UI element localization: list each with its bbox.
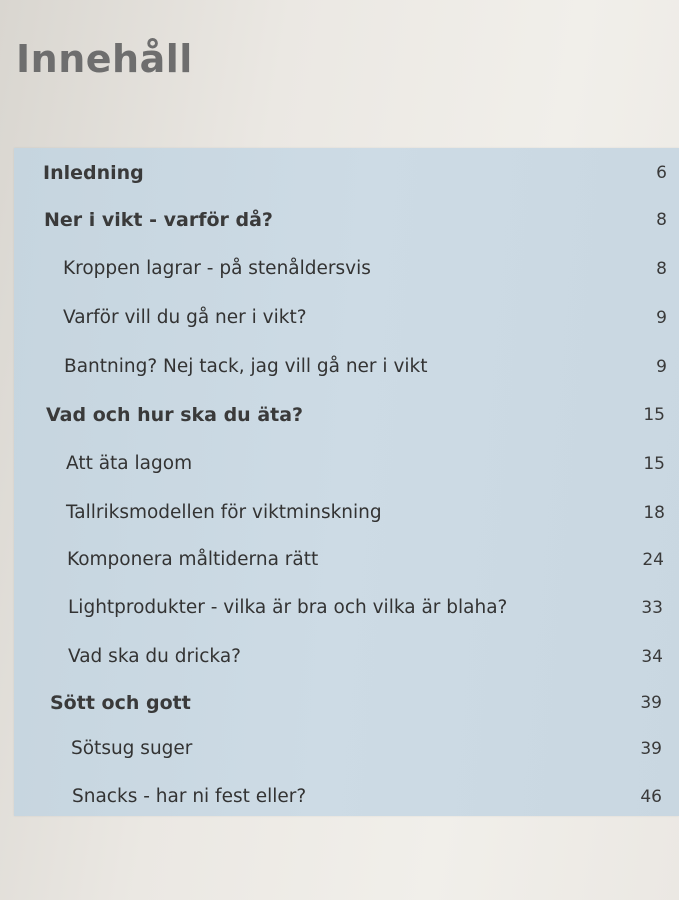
toc-entry-bantning[interactable] [14, 352, 679, 382]
toc-entry-label: Ner i vikt - varför då? [44, 209, 273, 231]
toc-entry-tallriksmodellen[interactable] [14, 498, 679, 528]
toc-entry-vad-och-hur[interactable] [14, 400, 679, 430]
page-title: Innehåll [16, 37, 193, 81]
toc-entry-page: 24 [642, 550, 664, 570]
toc-entry-sott-och-gott[interactable] [14, 688, 679, 718]
toc-entry-label: Inledning [43, 162, 144, 184]
toc-entry-label: Att äta lagom [66, 453, 193, 474]
table-of-contents [14, 148, 679, 816]
toc-entry-label: Bantning? Nej tack, jag vill gå ner i vikt [64, 356, 428, 377]
toc-entry-varfor-vill-du[interactable] [14, 303, 679, 333]
toc-entry-lightprodukter[interactable] [14, 593, 679, 623]
toc-entry-page: 33 [641, 598, 663, 618]
toc-entry-page: 6 [656, 163, 667, 183]
toc-entry-kroppen-lagrar[interactable] [14, 254, 679, 284]
toc-entry-page: 8 [656, 210, 667, 230]
toc-entry-page: 8 [656, 259, 667, 279]
toc-entry-page: 39 [640, 693, 662, 713]
toc-entry-komponera[interactable] [14, 545, 679, 575]
toc-entry-att-ata-lagom[interactable] [14, 449, 679, 479]
toc-entry-page: 46 [640, 787, 662, 807]
toc-entry-label: Sött och gott [50, 692, 191, 714]
toc-entry-page: 15 [643, 405, 665, 425]
toc-entry-label: Komponera måltiderna rätt [67, 549, 319, 570]
toc-entry-label: Varför vill du gå ner i vikt? [63, 307, 307, 328]
toc-entry-page: 9 [656, 357, 667, 377]
toc-entry-label: Sötsug suger [71, 738, 193, 759]
toc-entry-label: Vad ska du dricka? [68, 646, 241, 667]
toc-entry-ner-i-vikt[interactable] [14, 205, 679, 235]
toc-entry-label: Snacks - har ni fest eller? [72, 786, 307, 807]
toc-entry-snacks[interactable] [14, 782, 679, 812]
toc-entry-page: 9 [656, 308, 667, 328]
toc-entry-vad-ska-du-dricka[interactable] [14, 642, 679, 672]
toc-entry-label: Tallriksmodellen för viktminskning [66, 502, 382, 523]
toc-entry-label: Lightprodukter - vilka är bra och vilka är blaha? [68, 597, 508, 618]
toc-entry-page: 18 [643, 503, 665, 523]
toc-entry-label: Vad och hur ska du äta? [46, 404, 304, 426]
toc-entry-page: 15 [643, 454, 665, 474]
toc-entry-inledning[interactable] [14, 158, 679, 188]
toc-entry-page: 39 [640, 739, 662, 759]
toc-entry-page: 34 [641, 647, 663, 667]
toc-entry-label: Kroppen lagrar - på stenåldersvis [63, 258, 371, 279]
toc-entry-sotsug-suger[interactable] [14, 734, 679, 764]
